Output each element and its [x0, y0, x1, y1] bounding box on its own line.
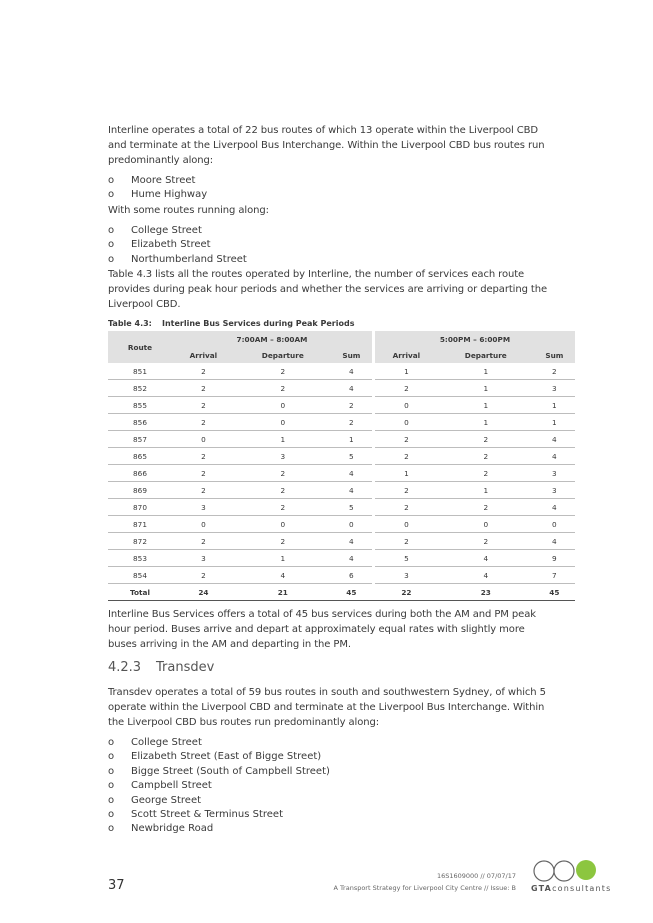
- value-cell: 2: [438, 448, 534, 465]
- value-cell: 0: [375, 414, 438, 431]
- page-number: 37: [108, 878, 125, 893]
- bullet-marker: o: [108, 765, 115, 777]
- value-cell: 2: [438, 465, 534, 482]
- street-list-item: [108, 188, 548, 202]
- route-cell: 853: [108, 550, 172, 567]
- after-table-paragraph: Interline Bus Services offers a total of 45 bus services during both the AM and PM peak hour period. Buses arrive and depart at approximately equal rates with slightly more buses arriving in the AM and departing in the PM.: [108, 609, 536, 651]
- value-cell: 3: [534, 380, 575, 397]
- transdev-street-list-item-text: Bigge Street (South of Campbell Street): [131, 765, 330, 777]
- value-cell: 1: [438, 380, 534, 397]
- street-list-item: [108, 253, 548, 267]
- value-cell: 4: [331, 482, 372, 499]
- value-cell: 9: [534, 550, 575, 567]
- transdev-street-list-item-text: Scott Street & Terminus Street: [131, 809, 283, 821]
- value-cell: 7: [534, 567, 575, 584]
- value-cell: 0: [375, 397, 438, 414]
- table-row: [108, 397, 575, 414]
- value-cell: 0: [235, 397, 331, 414]
- route-cell: 869: [108, 482, 172, 499]
- value-cell: 3: [534, 482, 575, 499]
- value-cell: 4: [331, 465, 372, 482]
- street-list-item-text: College Street: [131, 224, 202, 236]
- value-cell: 5: [331, 448, 372, 465]
- value-cell: 2: [172, 397, 235, 414]
- route-cell: 856: [108, 414, 172, 431]
- transdev-street-list-item: [108, 794, 548, 808]
- page-content: [108, 123, 564, 837]
- bullet-marker: o: [108, 809, 115, 821]
- value-cell: 2: [235, 482, 331, 499]
- street-list-item-text: Moore Street: [131, 175, 196, 186]
- value-cell: 2: [172, 533, 235, 550]
- value-cell: 1: [235, 431, 331, 448]
- bullet-marker: o: [108, 751, 115, 763]
- with-some-paragraph: With some routes running along:: [108, 204, 269, 216]
- value-cell: 4: [534, 499, 575, 516]
- value-cell: 4: [331, 363, 372, 380]
- value-cell: 2: [235, 499, 331, 516]
- route-cell: 854: [108, 567, 172, 584]
- route-cell: 866: [108, 465, 172, 482]
- value-cell: 1: [438, 482, 534, 499]
- value-cell: 2: [235, 465, 331, 482]
- table-body: [108, 363, 575, 601]
- logo-ring-middle: [554, 861, 574, 881]
- pm-departure-header: Departure: [438, 347, 534, 363]
- value-cell: 45: [534, 584, 575, 601]
- value-cell: 1: [534, 397, 575, 414]
- route-cell: 870: [108, 499, 172, 516]
- value-cell: 5: [375, 550, 438, 567]
- route-header: Route: [108, 331, 172, 363]
- value-cell: 2: [235, 533, 331, 550]
- table-intro-paragraph: Table 4.3 lists all the routes operated by Interline, the number of services each route provides during peak hour periods and whether the services are arriving or departing the Liverpool CBD.: [108, 269, 548, 311]
- value-cell: 4: [534, 448, 575, 465]
- value-cell: 4: [534, 431, 575, 448]
- logo-dot: [576, 860, 596, 880]
- value-cell: 2: [172, 567, 235, 584]
- bullet-marker: o: [108, 794, 115, 806]
- table-row: [108, 567, 575, 584]
- value-cell: 2: [172, 363, 235, 380]
- table-total-row: [108, 584, 575, 601]
- street-list-item: [108, 174, 548, 188]
- transdev-paragraph: Transdev operates a total of 59 bus routes in south and southwestern Sydney, of which 5 operate within the Liverpool CBD and terminate at the Liverpool Bus Interchange. Within the Liverpool CBD bus routes run predominantly along:: [108, 687, 546, 729]
- value-cell: 2: [172, 414, 235, 431]
- transdev-street-list-item: [108, 779, 548, 793]
- value-cell: 4: [331, 380, 372, 397]
- value-cell: 2: [438, 533, 534, 550]
- pm-sum-header: Sum: [534, 347, 575, 363]
- table-row: [108, 533, 575, 550]
- table-row: [108, 465, 575, 482]
- value-cell: 2: [172, 482, 235, 499]
- value-cell: 1: [375, 363, 438, 380]
- logo-wordmark: [531, 884, 612, 893]
- intro-paragraph: Interline operates a total of 22 bus routes of which 13 operate within the Liverpool CBD and terminate at the Liverpool Bus Interchange. Within the Liverpool CBD bus routes run predominantly along:: [108, 125, 545, 166]
- table-row: [108, 550, 575, 567]
- value-cell: 4: [235, 567, 331, 584]
- value-cell: 6: [331, 567, 372, 584]
- value-cell: 4: [331, 550, 372, 567]
- section-title: Transdev: [156, 660, 215, 676]
- value-cell: 2: [235, 363, 331, 380]
- value-cell: 2: [235, 380, 331, 397]
- value-cell: 23: [438, 584, 534, 601]
- value-cell: 0: [534, 516, 575, 533]
- table-row: [108, 482, 575, 499]
- value-cell: 2: [172, 380, 235, 397]
- section-number: 4.2.3: [108, 660, 142, 676]
- value-cell: 0: [331, 516, 372, 533]
- street-list-primary: [108, 174, 548, 203]
- transdev-street-list-item-text: Elizabeth Street (East of Bigge Street): [131, 751, 322, 763]
- value-cell: 3: [235, 448, 331, 465]
- am-peak-header: 7:00AM – 8:00AM: [172, 331, 372, 347]
- route-cell: 855: [108, 397, 172, 414]
- value-cell: 0: [235, 414, 331, 431]
- footer-reference: [334, 870, 516, 894]
- transdev-street-list-item: [108, 736, 548, 750]
- table-row: [108, 516, 575, 533]
- am-departure-header: Departure: [235, 347, 331, 363]
- value-cell: 0: [172, 431, 235, 448]
- value-cell: 0: [375, 516, 438, 533]
- value-cell: 5: [331, 499, 372, 516]
- value-cell: 2: [534, 363, 575, 380]
- value-cell: 1: [438, 414, 534, 431]
- bullet-marker: o: [108, 175, 115, 186]
- am-sum-header: Sum: [331, 347, 372, 363]
- street-list-item: [108, 238, 548, 252]
- route-cell: 852: [108, 380, 172, 397]
- bullet-marker: o: [108, 189, 115, 201]
- section-heading: [108, 660, 548, 675]
- route-cell: 871: [108, 516, 172, 533]
- value-cell: 21: [235, 584, 331, 601]
- value-cell: 2: [375, 431, 438, 448]
- transdev-street-list-item: [108, 808, 548, 822]
- value-cell: 0: [235, 516, 331, 533]
- logo-wordmark-rest: consultants: [552, 884, 612, 893]
- transdev-street-list-item: [108, 750, 548, 764]
- street-list-item-text: Elizabeth Street: [131, 239, 211, 251]
- transdev-street-list-item-text: Campbell Street: [131, 780, 212, 792]
- transdev-street-list-item-text: George Street: [131, 794, 202, 806]
- value-cell: 1: [375, 465, 438, 482]
- value-cell: 2: [331, 414, 372, 431]
- route-cell: 851: [108, 363, 172, 380]
- bullet-marker: o: [108, 224, 115, 236]
- pm-peak-header: 5:00PM – 6:00PM: [375, 331, 575, 347]
- table-row: [108, 363, 575, 380]
- value-cell: 2: [375, 448, 438, 465]
- value-cell: 2: [438, 499, 534, 516]
- value-cell: 3: [534, 465, 575, 482]
- am-arrival-header: Arrival: [172, 347, 235, 363]
- value-cell: 0: [438, 516, 534, 533]
- table-row: [108, 380, 575, 397]
- transdev-street-list-item: [108, 822, 548, 836]
- street-list-secondary: [108, 224, 548, 267]
- value-cell: 1: [438, 363, 534, 380]
- value-cell: 1: [534, 414, 575, 431]
- value-cell: 4: [438, 567, 534, 584]
- value-cell: 1: [235, 550, 331, 567]
- bullet-marker: o: [108, 823, 115, 835]
- table-caption-title: Interline Bus Services during Peak Periods: [162, 319, 355, 329]
- street-list-item-text: Hume Highway: [131, 189, 208, 201]
- logo-ring-left: [534, 861, 554, 881]
- value-cell: 4: [438, 550, 534, 567]
- value-cell: 2: [172, 465, 235, 482]
- value-cell: 4: [534, 533, 575, 550]
- value-cell: 0: [172, 516, 235, 533]
- value-cell: 2: [375, 380, 438, 397]
- footer-doc-title: A Transport Strategy for Liverpool City Centre // Issue: B: [333, 884, 516, 892]
- bullet-marker: o: [108, 239, 115, 251]
- value-cell: 2: [375, 482, 438, 499]
- route-cell: 857: [108, 431, 172, 448]
- pm-arrival-header: Arrival: [375, 347, 438, 363]
- value-cell: 3: [375, 567, 438, 584]
- value-cell: 45: [331, 584, 372, 601]
- transdev-street-list-item-text: Newbridge Road: [131, 823, 214, 835]
- footer-ref-code: 16S1609000 // 07/07/17: [436, 872, 516, 880]
- transdev-street-list-item-text: College Street: [131, 737, 202, 749]
- table-caption-number: Table 4.3:: [108, 319, 152, 329]
- value-cell: 1: [438, 397, 534, 414]
- value-cell: 4: [331, 533, 372, 550]
- value-cell: 3: [172, 499, 235, 516]
- route-cell: 872: [108, 533, 172, 550]
- street-list-item-text: Northumberland Street: [131, 253, 247, 265]
- value-cell: 2: [438, 431, 534, 448]
- table-row: [108, 431, 575, 448]
- table-row: [108, 499, 575, 516]
- logo-wordmark-bold: GTA: [531, 884, 553, 893]
- value-cell: 2: [375, 533, 438, 550]
- bullet-marker: o: [108, 780, 115, 792]
- value-cell: 22: [375, 584, 438, 601]
- table-row: [108, 414, 575, 431]
- route-cell: Total: [108, 584, 172, 601]
- value-cell: 2: [331, 397, 372, 414]
- table-row: [108, 448, 575, 465]
- transdev-street-list: [108, 736, 548, 837]
- route-cell: 865: [108, 448, 172, 465]
- value-cell: 2: [375, 499, 438, 516]
- street-list-item: [108, 224, 548, 238]
- bullet-marker: o: [108, 737, 115, 749]
- value-cell: 24: [172, 584, 235, 601]
- value-cell: 2: [172, 448, 235, 465]
- transdev-street-list-item: [108, 765, 548, 779]
- table-caption: [108, 319, 548, 328]
- value-cell: 1: [331, 431, 372, 448]
- bullet-marker: o: [108, 253, 115, 265]
- value-cell: 3: [172, 550, 235, 567]
- interline-bus-table: [108, 331, 575, 601]
